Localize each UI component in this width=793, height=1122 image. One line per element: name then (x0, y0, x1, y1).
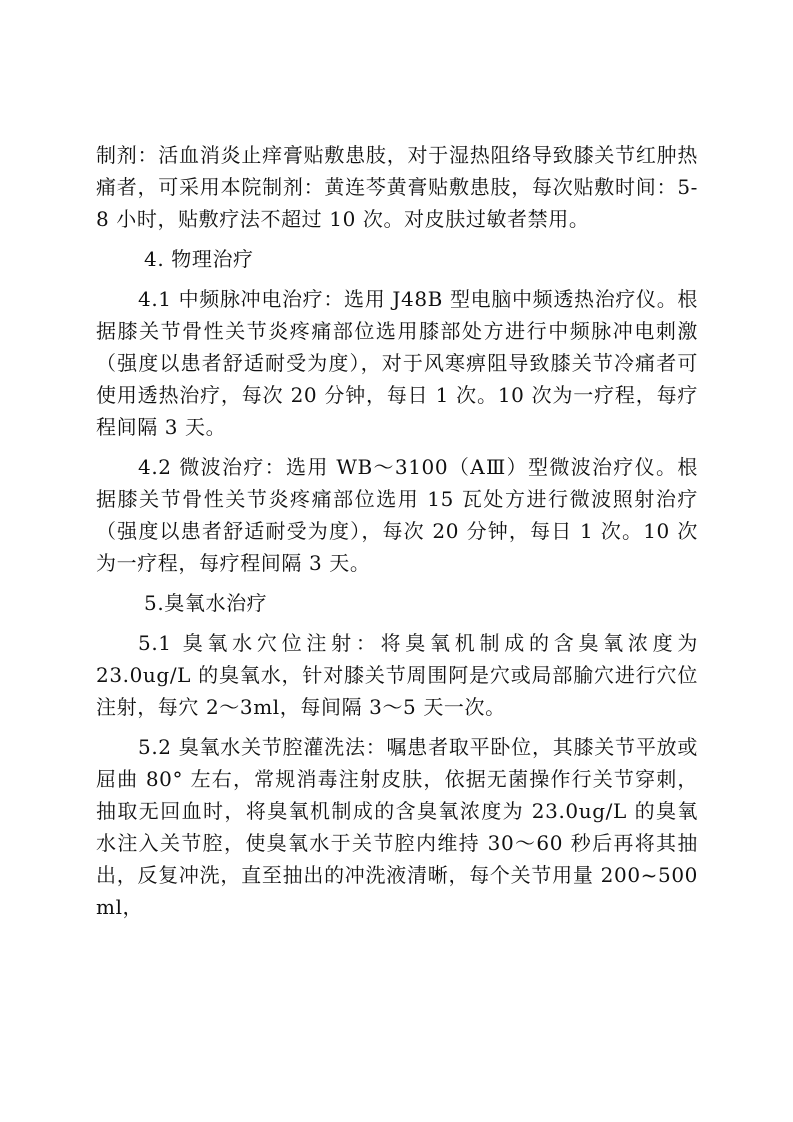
paragraph-ozone-joint-lavage: 5.2 臭氧水关节腔灌洗法：嘱患者取平卧位，其膝关节平放或屈曲 80° 左右，常规消毒注射皮肤，依据无菌操作行关节穿刺，抽取无回血时，将臭氧机制成的含臭氧浓度为 23.0ug/L 的臭氧水注入关节腔，使臭氧水于关节腔内维持 30～60 秒后再将其抽出，反复冲洗，直至抽出的冲洗液清晰，每个关节用量 200~500 ml， (96, 735, 705, 919)
section-heading-physical-therapy: 4. 物理治疗 (144, 247, 254, 271)
section-heading-ozone-water-therapy: 5.臭氧水治疗 (144, 591, 268, 615)
paragraph-topical-preparation: 制剂：活血消炎止痒膏贴敷患肢，对于湿热阻络导致膝关节红肿热痛者，可采用本院制剂：黄连芩黄膏贴敷患肢，每次贴敷时间：5-8 小时，贴敷疗法不超过 10 次。对皮肤过敏者禁用。 (96, 143, 698, 231)
document-page (96, 139, 705, 931)
paragraph-medium-frequency-therapy: 4.1 中频脉冲电治疗：选用 J48B 型电脑中频透热治疗仪。根据膝关节骨性关节炎疼痛部位选用膝部处方进行中频脉冲电刺激（强度以患者舒适耐受为度），对于风寒痹阻导致膝关节冷痛者可使用透热治疗，每次 20 分钟，每日 1 次。10 次为一疗程，每疗程间隔 3 天。 (96, 287, 698, 439)
paragraph-ozone-acupoint-injection: 5.1 臭氧水穴位注射：将臭氧机制成的含臭氧浓度为 23.0ug/L 的臭氧水，针对膝关节周围阿是穴或局部腧穴进行穴位注射，每穴 2～3ml，每间隔 3～5 天一次。 (96, 631, 705, 719)
paragraph-microwave-therapy: 4.2 微波治疗：选用 WB～3100（AⅢ）型微波治疗仪。根据膝关节骨性关节炎疼痛部位选用 15 瓦处方进行微波照射治疗（强度以患者舒适耐受为度），每次 20 分钟，每日 1 次。10 次为一疗程，每疗程间隔 3 天。 (96, 455, 698, 575)
